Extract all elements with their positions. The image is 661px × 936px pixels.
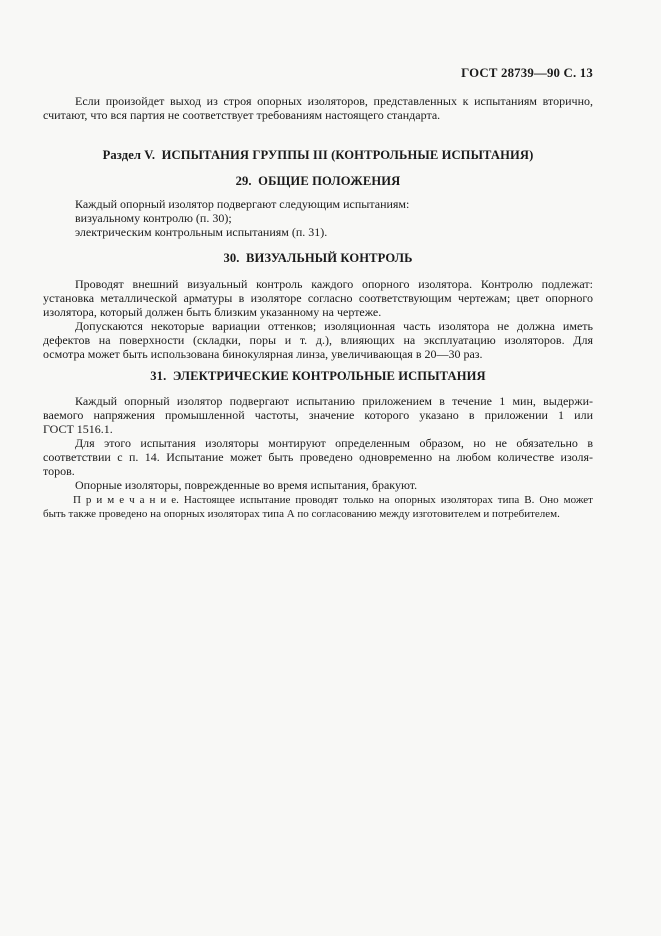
paragraph-line: осмотра может быть использована бинокулярная линза, увеличивающая в 20—30 раз. <box>43 347 483 361</box>
list-item-line: визуальному контролю (п. 30); <box>75 211 232 225</box>
paragraph-line: Допускаются некоторые вариации оттенков; изоляционная часть изолятора не должна иметь <box>75 319 593 333</box>
paragraph-line: Каждый опорный изолятор подвергают следующим испытаниям: <box>75 197 410 211</box>
paragraph-line: считают, что вся партия не соответствует требованиям настоящего стандарта. <box>43 108 441 122</box>
section-v-heading: Раздел V. ИСПЫТАНИЯ ГРУППЫ III (КОНТРОЛЬНЫЕ ИСПЫТАНИЯ) <box>102 148 534 162</box>
paragraph-line: изолятора, который должен быть близким указанному на чертеже. <box>43 305 382 319</box>
paragraph-line: торов. <box>43 464 75 478</box>
clause-31-paragraph-2 <box>43 436 593 478</box>
page-header-gost-number: ГОСТ 28739—90 С. 13 <box>461 66 593 80</box>
paragraph-line: Если произойдет выход из строя опорных изоляторов, представленных к испытаниям вторично, <box>75 94 593 108</box>
paragraph-line: Опорные изоляторы, поврежденные во время испытания, бракуют. <box>75 478 418 492</box>
clause-30-heading: 30. ВИЗУАЛЬНЫЙ КОНТРОЛЬ <box>223 251 413 265</box>
list-item-line: электрическим контрольным испытаниям (п. 31). <box>75 225 328 239</box>
clause-31-paragraph-3 <box>43 478 593 492</box>
paragraph-line: Каждый опорный изолятор подвергают испытанию приложением в течение 1 мин, выдержи- <box>75 394 593 408</box>
note-line: быть также проведено на опорных изоляторах типа А по согласованию между изготовителем и потребителем. <box>43 508 560 520</box>
note-paragraph <box>43 494 593 522</box>
note-line: П р и м е ч а н и е. Настоящее испытание проводят только на опорных изоляторах типа В. Оно может <box>73 494 593 506</box>
paragraph-line: дефектов на поверхности (складки, поры и т. д.), влияющих на эксплуатацию изоляторов. Для <box>43 333 593 347</box>
clause-31-heading: 31. ЭЛЕКТРИЧЕСКИЕ КОНТРОЛЬНЫЕ ИСПЫТАНИЯ <box>150 369 486 383</box>
clause-30-paragraph-1 <box>43 277 593 319</box>
clause-30-paragraph-2 <box>43 319 593 361</box>
intro-paragraph <box>43 94 593 122</box>
clause-31-paragraph-1 <box>43 394 593 436</box>
clause-29-heading: 29. ОБЩИЕ ПОЛОЖЕНИЯ <box>235 174 401 188</box>
paragraph-line: Для этого испытания изоляторы монтируют определенным образом, но не обязательно в <box>75 436 593 450</box>
clause-29-paragraph <box>43 197 593 239</box>
paragraph-line: ваемого напряжения промышленной частоты, значение которого указано в приложении 1 или <box>43 408 593 422</box>
paragraph-line: соответствии с п. 14. Испытание может быть проведено одновременно на любом количестве изоля- <box>43 450 593 464</box>
paragraph-line: установка металлической арматуры в изоляторе согласно соответствующим чертежам; цвет опорного <box>43 291 593 305</box>
paragraph-line: ГОСТ 1516.1. <box>43 422 113 436</box>
paragraph-line: Проводят внешний визуальный контроль каждого опорного изолятора. Контролю подлежат: <box>75 277 593 291</box>
